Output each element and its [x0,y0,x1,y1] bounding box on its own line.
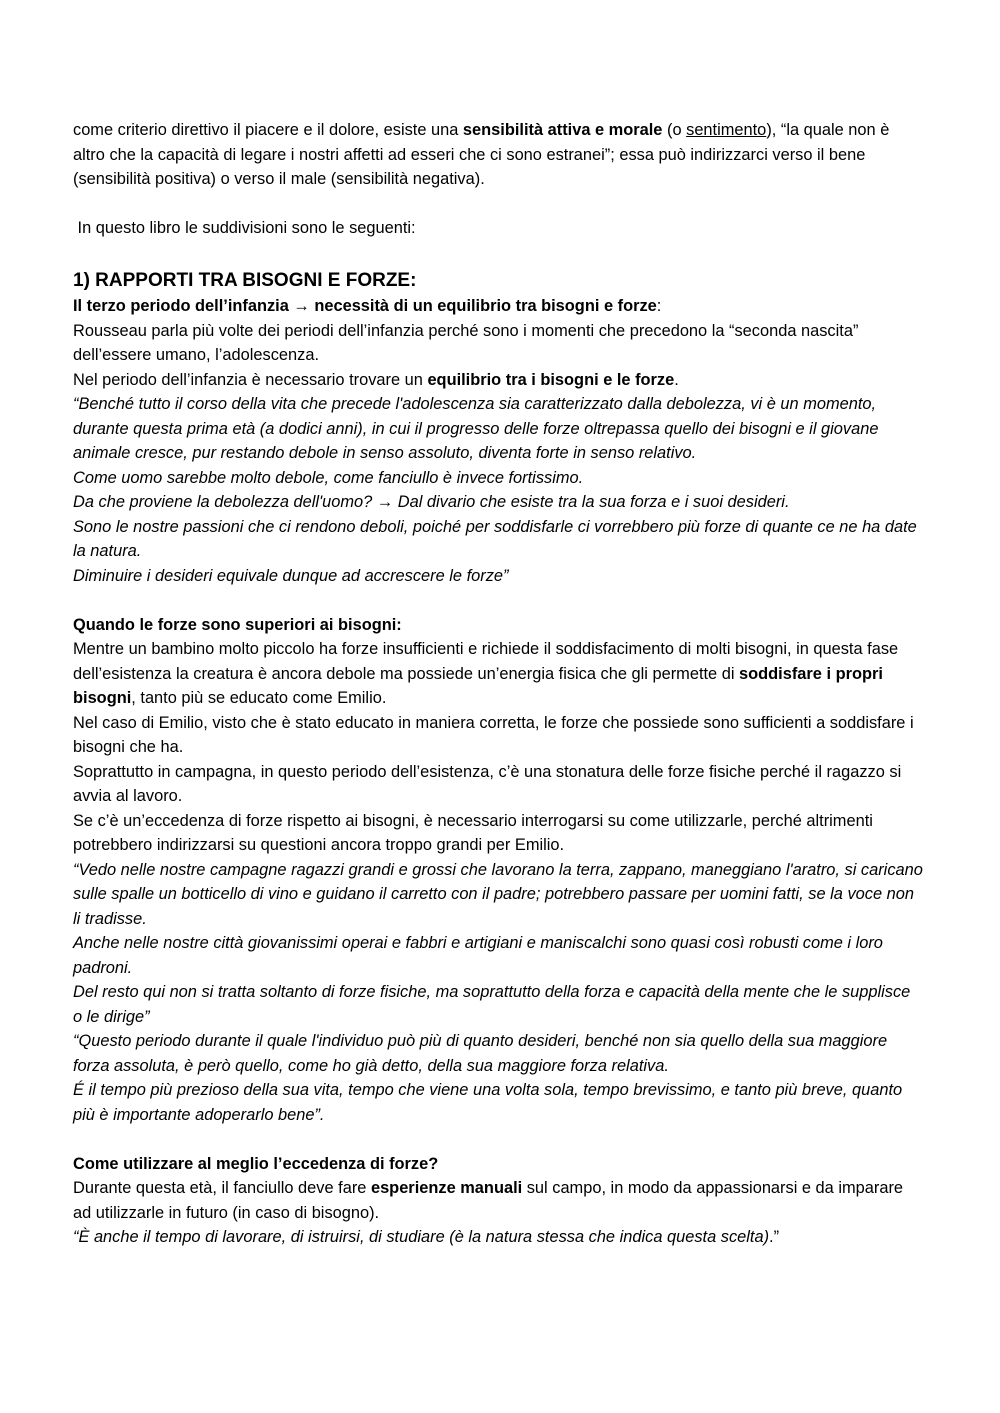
quote-text: “È anche il tempo di lavorare, di istruirsi, di studiare (è la natura stessa che indica questa scelta) [73,1228,770,1246]
bold-term: esperienze manuali [370,1179,523,1197]
text-run: come criterio direttivo il piacere e il dolore, esiste una [73,121,463,139]
subheading: Quando le forze sono superiori ai bisogni: [73,615,402,634]
bold-term: soddisfare i propri bisogni [73,664,883,707]
body-paragraph: Se c’è un’eccedenza di forze rispetto ai bisogni, è necessario interrogarsi su come utilizzarle, perché altrimenti potrebbero indirizzarsi su questioni ancora troppo grandi per Emilio. [73,811,873,854]
quote-paragraph: É il tempo più prezioso della sua vita, tempo che viene una volta sola, tempo brevissimo, e tanto più breve, quanto più è importante adoperarlo bene”. [73,1081,903,1124]
quote-paragraph: Del resto qui non si tratta soltanto di forze fisiche, ma soprattutto della forza e capacità della mente che le supplisce o le dirige” [73,983,911,1026]
text-run: (o [662,121,687,139]
quote-paragraph: “Vedo nelle nostre campagne ragazzi grandi e grossi che lavorano la terra, zappano, maneggiano l'aratro, si caricano sulle spalle un botticello di vino e guidano il carretto con il padre; potrebbero passare per uomini fatti, se la voce non li tradisse. [73,860,923,928]
quote-paragraph: “Benché tutto il corso della vita che precede l'adolescenza sia caratterizzato dalla debolezza, vi è un momento, durante questa prima età (a dodici anni), in cui il progresso delle forze oltrepassa quello dei bisogni e il giovane animale cresce, pur restando debole in senso assoluto, diventa forte in senso relativo. [73,395,879,462]
body-paragraph: Soprattutto in campagna, in questo periodo dell’esistenza, c’è una stonatura delle forze fisiche perché il ragazzo si avvia al lavoro. [73,762,902,805]
underlined-term: sentimento [686,121,767,139]
quote-paragraph: Anche nelle nostre città giovanissimi operai e fabbri e artigiani e maniscalchi sono quasi così robusti come i loro padroni. [73,934,883,977]
quote-paragraph: “Questo periodo durante il quale l'individuo può più di quanto desideri, benché non sia quello della sua maggiore forza assoluta, è però quello, come ho già detto, della sua maggiore forza relativa. [73,1032,888,1075]
quote-paragraph: Sono le nostre passioni che ci rendono deboli, poiché per soddisfarle ci vorrebbero più forze di quante ce ne ha date la natura. [73,517,917,560]
text-run: Mentre un bambino molto piccolo ha forze insufficienti e richiede il soddisfacimento di molti bisogni, in questa fase dell’esistenza la creatura è ancora debole ma possiede un’energia fisica che gli permette di [73,640,899,683]
body-paragraph [73,368,923,393]
text-run: ), “la quale non è altro che la capacità di legare i nostri affetti ad esseri che ci sono estranei”; essa può indirizzarci verso il bene (sensibilità positiva) o verso il male (sensibilità negativa). [73,121,890,188]
text-run: sul campo, in modo da appassionarsi e da imparare ad utilizzarle in futuro (in caso di bisogno). [73,1179,904,1222]
section-heading: 1) RAPPORTI TRA BISOGNI E FORZE: [73,270,417,291]
spacer [73,588,923,613]
intro-line: In questo libro le suddivisioni sono le seguenti: [73,219,416,237]
intro-paragraph [73,118,923,192]
bold-term: equilibrio tra i bisogni e le forze [427,370,675,389]
body-paragraph [73,1176,923,1225]
spacer [73,241,923,266]
body-paragraph: Rousseau parla più volte dei periodi dell’infanzia perché sono i momenti che precedono la “seconda nascita” dell’essere umano, l’adolescenza. [73,321,859,364]
subheading: Come utilizzare al meglio l’eccedenza di forze? [73,1154,439,1173]
subheading-colon: : [656,297,662,315]
document-page [73,118,923,1250]
subheading-text: Il terzo periodo dell’infanzia → necessità di un equilibrio tra bisogni e forze [73,297,657,315]
subheading [73,294,923,319]
text-run: Durante questa età, il fanciullo deve fare [73,1179,371,1197]
quote-paragraph: Diminuire i desideri equivale dunque ad accrescere le forze” [73,566,509,585]
quote-paragraph: Come uomo sarebbe molto debole, come fanciullo è invece fortissimo. [73,468,584,487]
spacer [73,1127,923,1152]
text-run: , tanto più se educato come Emilio. [131,689,387,707]
quote-close: .” [769,1228,780,1246]
spacer [73,192,923,217]
text-run: Nel periodo dell’infanzia è necessario trovare un [73,370,428,389]
text-run: . [674,370,679,389]
quote-paragraph [73,1225,923,1250]
body-paragraph [73,637,923,711]
body-paragraph: Nel caso di Emilio, visto che è stato educato in maniera corretta, le forze che possiede sono sufficienti a soddisfare i bisogni che ha. [73,713,914,756]
quote-paragraph: Da che proviene la debolezza dell'uomo? → Dal divario che esiste tra la sua forza e i suoi desideri. [73,493,790,511]
bold-term: sensibilità attiva e morale [462,121,663,139]
